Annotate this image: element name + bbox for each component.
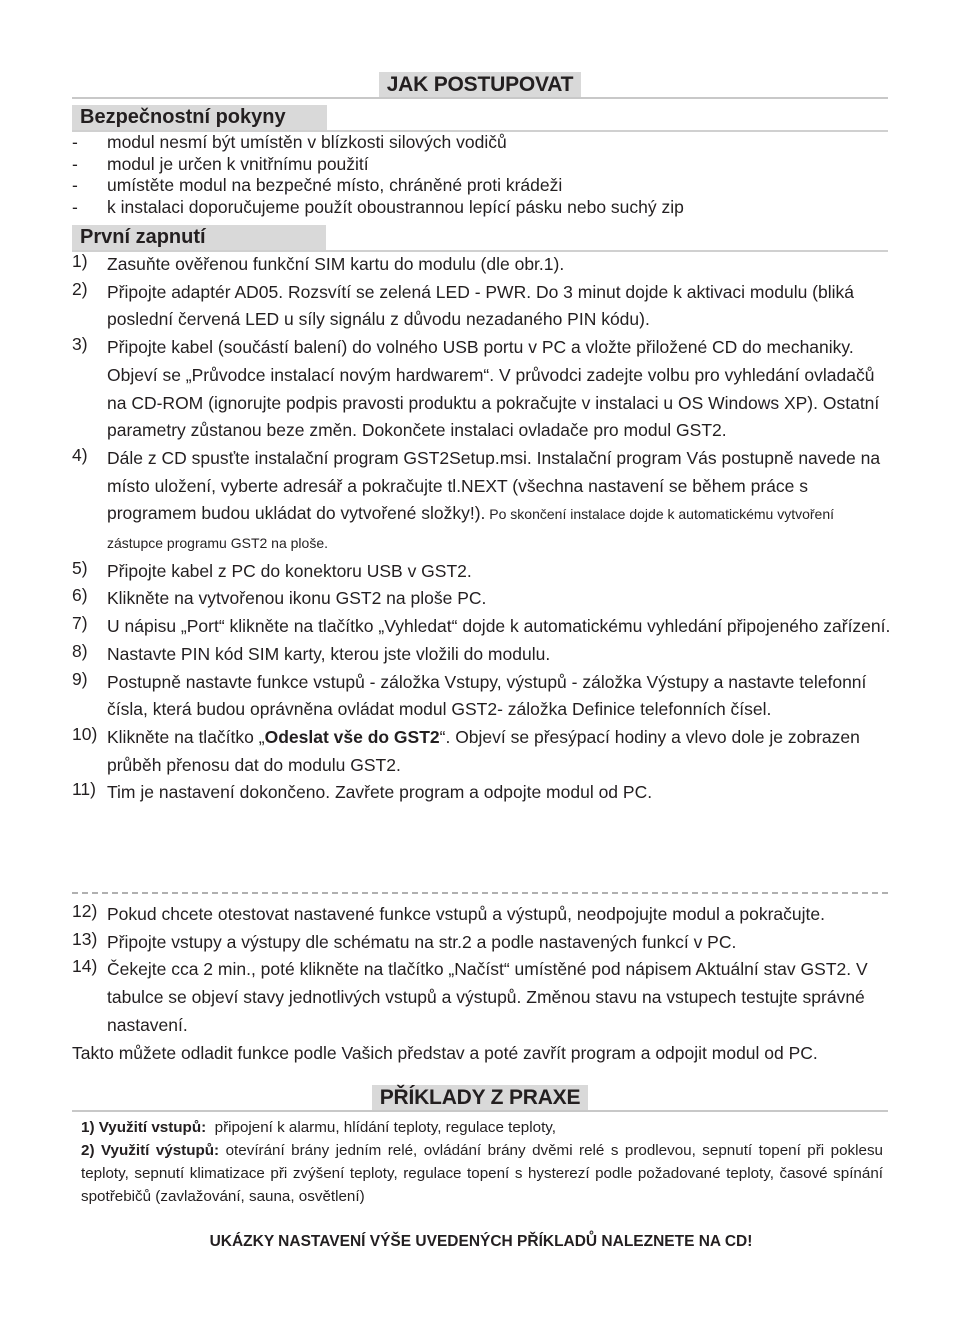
step-item: 11) Tim je nastavení dokončeno. Zavřete program a odpojte modul od PC. xyxy=(72,779,653,803)
step-item: 6) Klikněte na vytvořenou ikonu GST2 na ploše PC. xyxy=(72,585,487,609)
step-item: 4) Dále z CD spusťte instalační program GST2Setup.msi. Instalační program Vás postupně navede na místo uložení, vyberte adresář a pokračujte tl.NEXT (všechna nastavení se během práce s programem budou ukládat do vytvořené složky!). Po skončení instalace dojde k automatickému vytvoření zástupce programu GST2 na ploše. xyxy=(72,444,881,552)
main-title: JAK POSTUPOVAT xyxy=(379,72,582,97)
list-item: - modul nesmí být umístěn v blízkosti silových vodičů xyxy=(72,132,507,152)
first-start-heading-bar xyxy=(72,225,888,252)
list-item: - k instalaci doporučujeme použít oboustrannou lepící pásku nebo suchý zip xyxy=(72,196,684,217)
safety-heading-bar xyxy=(72,105,888,132)
list-item: - modul je určen k vnitřnímu použití xyxy=(72,153,369,174)
step-item: 9) Postupně nastavte funkce vstupů - záložka Vstupy, výstupů - záložka Výstupy a nastavte telefonní čísla, která budou oprávněna ovládat modul GST2- záložka Definice telefonních čísel. xyxy=(72,668,867,720)
safety-heading: Bezpečnostní pokyny xyxy=(72,105,327,130)
test-steps-list xyxy=(72,901,892,1040)
dashed-divider xyxy=(72,892,888,894)
closing-paragraph: Takto můžete odladit funkce podle Vašich představ a poté zavřít program a odpojit modul od PC. xyxy=(72,1043,818,1063)
step-item: 13) Připojte vstupy a výstupy dle schématu na str.2 a podle nastavených funkcí v PC. xyxy=(72,928,737,952)
step-item: 5) Připojte kabel z PC do konektoru USB v GST2. xyxy=(72,557,472,581)
step-item: 7) U nápisu „Port“ klikněte na tlačítko „Vyhledat“ dojde k automatickému vyhledání připojeného zařízení. xyxy=(72,613,891,637)
steps-list xyxy=(72,251,892,807)
step-item: 12) Pokud chcete otestovat nastavené funkce vstupů a výstupů, neodpojujte modul a pokračujte. xyxy=(72,901,825,924)
step-item: 1) Zasuňte ověřenou funkční SIM kartu do modulu (dle obr.1). xyxy=(72,251,565,274)
examples-text xyxy=(81,1116,883,1208)
main-title-bar xyxy=(72,72,888,99)
step-item: 3) Připojte kabel (součástí balení) do volného USB portu v PC a vložte přiložené CD do mechaniky. Objeví se „Průvodce instalací novým hardwarem“. V průvodci zadejte volbu pro vyhledání ovladačů na CD-ROM (ignorujte podpis pravosti produktu a pokračujte v instalaci u OS Windows XP). Ostatní parametry zůstanou beze změn. Dokončete instalaci ovladače pro modul GST2. xyxy=(72,334,880,441)
inputs-example: 1) Využití vstupů: připojení k alarmu, hlídání teploty, regulace teploty, xyxy=(81,1119,556,1136)
footer-note: UKÁZKY NASTAVENÍ VÝŠE UVEDENÝCH PŘÍKLADŮ NALEZNETE NA CD! xyxy=(209,1233,753,1250)
examples-title: PŘÍKLADY Z PRAXE xyxy=(372,1085,589,1110)
send-all-label: Odeslat vše do GST2 xyxy=(264,726,440,747)
step-item: 10) Klikněte na tlačítko „Odeslat vše do GST2“. Objeví se přesýpací hodiny a vlevo dole je zobrazen průběh přenosu dat do modulu GST2. xyxy=(72,723,860,775)
step-item: 8) Nastavte PIN kód SIM karty, kterou jste vložili do modulu. xyxy=(72,640,551,664)
step-item: 14) Čekejte cca 2 min., poté klikněte na tlačítko „Načíst“ umístěné pod nápisem Aktuální stav GST2. V tabulce se objeví stavy jednotlivých vstupů a výstupů. Změnou stavu na vstupech testujte správné nastavení. xyxy=(72,956,868,1035)
examples-title-bar xyxy=(72,1085,888,1112)
outputs-example: 2) Využití výstupů: otevírání brány jedním relé, ovládání brány dvěmi relé s prodlevou, sepnutí topení při poklesu teploty, sepnutí klimatizace při zvýšení teploty, regulace topení s hysterezí podle požadované teploty, časové spínání spotřebičů (zavlažování, sauna, osvětlení) xyxy=(81,1142,883,1205)
safety-list xyxy=(72,132,892,218)
step-item: 2) Připojte adaptér AD05. Rozsvítí se zelená LED - PWR. Do 3 minut dojde k aktivaci modulu (bliká poslední červená LED u síly signálu z důvodu nezadaného PIN kódu). xyxy=(72,278,855,330)
first-start-heading: První zapnutí xyxy=(72,225,326,250)
list-item: - umístěte modul na bezpečné místo, chráněné proti krádeži xyxy=(72,175,563,195)
